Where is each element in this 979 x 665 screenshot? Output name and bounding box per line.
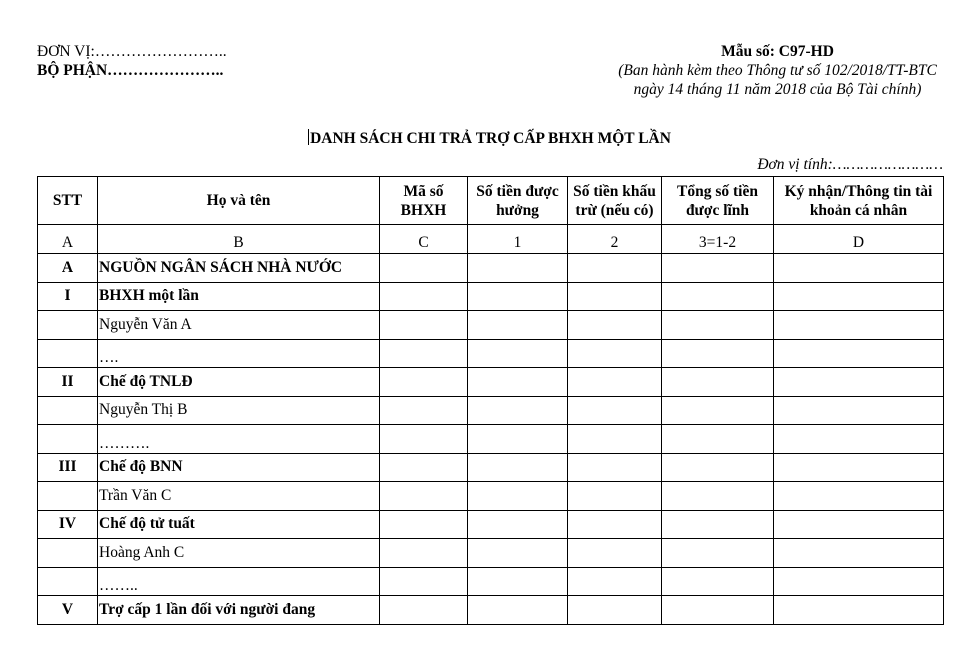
table-row [38,311,944,340]
table-row [38,510,944,539]
signature-cell[interactable] [774,539,944,568]
signature-cell[interactable] [774,311,944,340]
col-index: D [774,225,944,254]
name-cell: Nguyễn Văn A [98,311,380,340]
stt-cell [38,425,98,454]
name-cell: Chế độ TNLĐ [98,368,380,397]
text-cursor [308,129,309,145]
name-cell: Trợ cấp 1 lần đối với người đang [98,596,380,625]
table-row [38,453,944,482]
table-row [38,567,944,596]
total-cell[interactable] [662,396,774,425]
signature-cell[interactable] [774,453,944,482]
stt-cell: IV [38,510,98,539]
bhxh-code-cell[interactable] [380,311,468,340]
name-cell: …. [98,339,380,368]
deduction-cell[interactable] [568,396,662,425]
signature-cell[interactable] [774,510,944,539]
total-cell[interactable] [662,339,774,368]
signature-cell[interactable] [774,339,944,368]
name-cell: …….. [98,567,380,596]
bhxh-code-cell[interactable] [380,482,468,511]
total-cell[interactable] [662,282,774,311]
entitled-amount-cell[interactable] [468,567,568,596]
bhxh-code-cell[interactable] [380,567,468,596]
col-index: C [380,225,468,254]
bhxh-code-cell[interactable] [380,339,468,368]
stt-cell [38,396,98,425]
signature-cell[interactable] [774,396,944,425]
col-header-stt: STT [38,177,98,225]
name-cell: Chế độ BNN [98,453,380,482]
form-code: Mẫu số: C97-HD [721,43,834,60]
entitled-amount-cell[interactable] [468,482,568,511]
entitled-amount-cell[interactable] [468,453,568,482]
total-cell[interactable] [662,482,774,511]
form-note: (Ban hành kèm theo Thông tư số 102/2018/TT-BTC ngày 14 tháng 11 năm 2018 của Bộ Tài chính) [618,62,937,98]
table-row [38,339,944,368]
stt-cell: II [38,368,98,397]
bhxh-code-cell[interactable] [380,282,468,311]
name-cell: NGUỒN NGÂN SÁCH NHÀ NƯỚC [98,254,380,283]
entitled-amount-cell[interactable] [468,339,568,368]
table-row [38,368,944,397]
table-row [38,282,944,311]
table-row [38,396,944,425]
entitled-amount-cell[interactable] [468,425,568,454]
deduction-cell[interactable] [568,368,662,397]
deduction-cell[interactable] [568,482,662,511]
title-text: DANH SÁCH CHI TRẢ TRỢ CẤP BHXH MỘT LẦN [310,130,671,147]
deduction-cell[interactable] [568,425,662,454]
col-header-deduction: Số tiền khấu trừ (nếu có) [568,177,662,225]
col-header-bhxh-code: Mã số BHXH [380,177,468,225]
table-row [38,539,944,568]
col-index: 2 [568,225,662,254]
col-index: A [38,225,98,254]
stt-cell: A [38,254,98,283]
table-row [38,254,944,283]
table-header-row [38,177,944,225]
signature-cell[interactable] [774,368,944,397]
signature-cell[interactable] [774,482,944,511]
stt-cell: V [38,596,98,625]
bhxh-code-cell[interactable] [380,425,468,454]
entitled-amount-cell[interactable] [468,539,568,568]
total-cell[interactable] [662,368,774,397]
name-cell: Nguyễn Thị B [98,396,380,425]
form-info [605,42,950,99]
signature-cell[interactable] [774,282,944,311]
unit-of-measure: Đơn vị tính:…………………… [757,156,943,173]
entitled-amount-cell[interactable] [468,368,568,397]
col-header-name: Họ và tên [98,177,380,225]
bhxh-code-cell[interactable] [380,254,468,283]
total-cell[interactable] [662,453,774,482]
entitled-amount-cell[interactable] [468,396,568,425]
signature-cell[interactable] [774,567,944,596]
entitled-amount-cell[interactable] [468,282,568,311]
stt-cell [38,482,98,511]
bhxh-code-cell[interactable] [380,596,468,625]
bhxh-code-cell[interactable] [380,453,468,482]
total-cell[interactable] [662,254,774,283]
payment-table [37,176,944,625]
deduction-cell[interactable] [568,339,662,368]
col-header-entitled-amount: Số tiền được hưởng [468,177,568,225]
name-cell: BHXH một lần [98,282,380,311]
total-cell[interactable] [662,311,774,340]
deduction-cell[interactable] [568,453,662,482]
table-row [38,596,944,625]
bhxh-code-cell[interactable] [380,539,468,568]
name-cell: Chế độ tử tuất [98,510,380,539]
deduction-cell[interactable] [568,254,662,283]
bhxh-code-cell[interactable] [380,510,468,539]
deduction-cell[interactable] [568,539,662,568]
deduction-cell[interactable] [568,596,662,625]
col-header-total: Tổng số tiền được lĩnh [662,177,774,225]
deduction-cell[interactable] [568,510,662,539]
deduction-cell[interactable] [568,282,662,311]
stt-cell: III [38,453,98,482]
entitled-amount-cell[interactable] [468,596,568,625]
bhxh-code-cell[interactable] [380,368,468,397]
stt-cell [38,339,98,368]
signature-cell[interactable] [774,254,944,283]
deduction-cell[interactable] [568,567,662,596]
table-row [38,482,944,511]
total-cell[interactable] [662,425,774,454]
column-index-row [38,225,944,254]
entitled-amount-cell[interactable] [468,311,568,340]
total-cell[interactable] [662,567,774,596]
document-title [0,129,979,148]
entitled-amount-cell[interactable] [468,254,568,283]
stt-cell [38,539,98,568]
table-row [38,425,944,454]
col-header-signature: Ký nhận/Thông tin tài khoản cá nhân [774,177,944,225]
total-cell[interactable] [662,596,774,625]
total-cell[interactable] [662,510,774,539]
stt-cell [38,567,98,596]
col-index: 3=1-2 [662,225,774,254]
name-cell: Hoàng Anh C [98,539,380,568]
bhxh-code-cell[interactable] [380,396,468,425]
name-cell: ………. [98,425,380,454]
entitled-amount-cell[interactable] [468,510,568,539]
total-cell[interactable] [662,539,774,568]
signature-cell[interactable] [774,425,944,454]
deduction-cell[interactable] [568,311,662,340]
stt-cell: I [38,282,98,311]
col-index: B [98,225,380,254]
unit-info [37,42,227,80]
department-label: BỘ PHẬN………………….. [37,62,224,79]
unit-label: ĐƠN VỊ:…………………….. [37,43,227,60]
col-index: 1 [468,225,568,254]
name-cell: Trần Văn C [98,482,380,511]
stt-cell [38,311,98,340]
signature-cell[interactable] [774,596,944,625]
